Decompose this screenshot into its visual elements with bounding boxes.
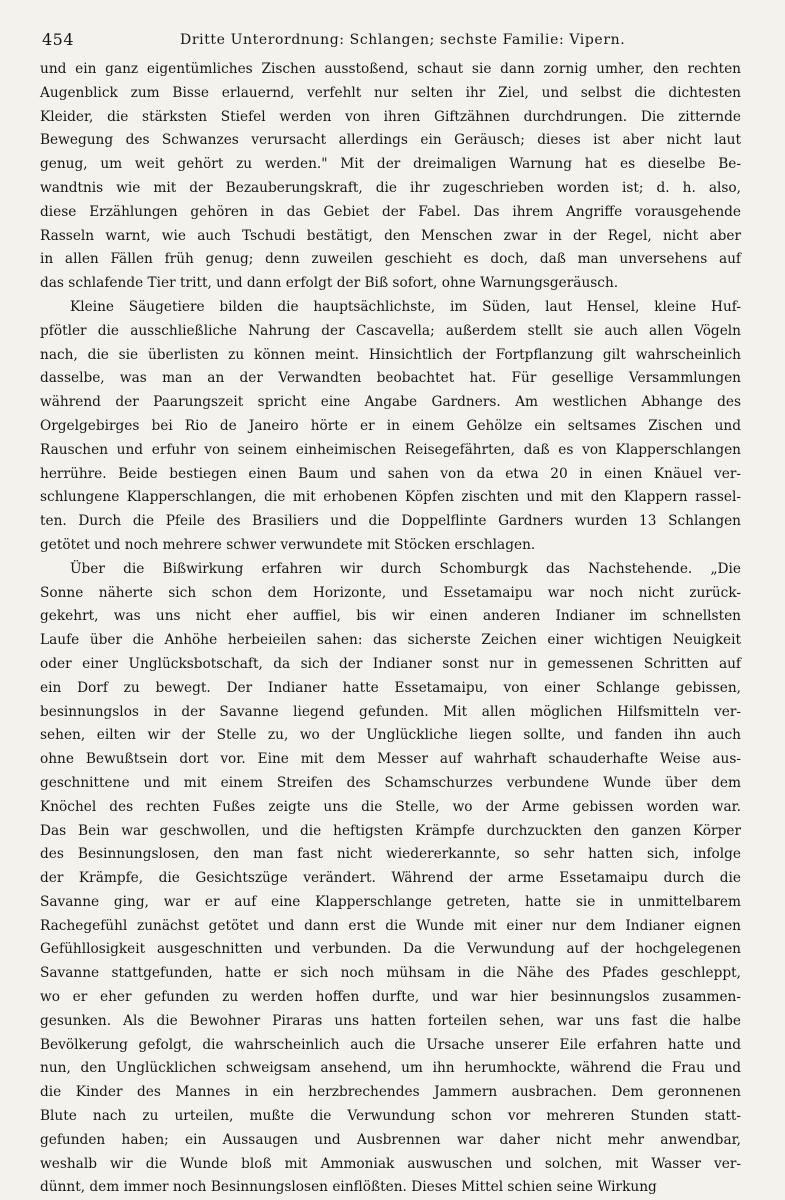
- text-line: des Besinnungslosen, den man fast nicht wiedererkannte, so sehr hatten sich, infolge: [40, 846, 741, 863]
- text-line: dünnt, dem immer noch Besinnungslosen einflößten. Dieses Mittel schien seine Wirkung: [40, 1179, 657, 1196]
- text-line: Knöchel des rechten Fußes zeigte uns die Stelle, wo der Arme gebissen worden war.: [40, 798, 741, 815]
- text-line: Augenblick zum Bisse erlauernd, verfehlt nur selten ihr Ziel, und selbst die dichtesten: [40, 84, 741, 101]
- text-line: gesunken. Als die Bewohner Piraras uns hatten forteilen sehen, war uns fast die halbe: [40, 1012, 741, 1029]
- text-line: nach, die sie überlisten zu können meint. Hinsichtlich der Fortpflanzung gilt wahrscheinlich: [40, 346, 741, 363]
- text-line: getötet und noch mehrere schwer verwundete mit Stöcken erschlagen.: [40, 536, 536, 553]
- text-line: Rasseln warnt, wie auch Tschudi bestätigt, den Menschen zwar in der Regel, nicht aber: [40, 227, 741, 244]
- text-line: diese Erzählungen gehören in das Gebiet der Fabel. Das ihrem Angriffe vorausgehende: [40, 203, 741, 220]
- text-line: und ein ganz eigentümliches Zischen ausstoßend, schaut sie dann zornig umher, den rechten: [40, 61, 741, 77]
- text-line: gekehrt, was uns nicht eher auffiel, bis wir einen anderen Indianer im schnellsten: [40, 608, 741, 625]
- text-line: gefunden haben; ein Aussaugen und Ausbrennen war daher nicht mehr anwendbar,: [40, 1131, 741, 1148]
- text-line: der Krämpfe, die Gesichtszüge verändert. Während der arme Essetamaipu durch die: [40, 870, 741, 887]
- running-head: Dritte Unterordnung: Schlangen; sechste Familie: Vipern.: [180, 32, 626, 48]
- text-line: Das Bein war geschwollen, und die heftigsten Krämpfe durchzuckten den ganzen Körper: [40, 822, 741, 839]
- text-line: Bevölkerung gefolgt, die wahrscheinlich auch die Ursache unserer Eile erfahren hatte und: [40, 1036, 741, 1053]
- text-line: Savanne ging, war er auf eine Klapperschlange getreten, hatte sie in unmittelbarem: [40, 893, 741, 910]
- text-line: wandtnis wie mit der Bezauberungskraft, die ihr zugeschrieben worden ist; d. h. also,: [40, 179, 741, 196]
- text-line: Kleine Säugetiere bilden die hauptsächlichste, im Süden, laut Hensel, kleine Huf-: [70, 298, 741, 315]
- text-line: sehen, eilten wir der Stelle zu, wo der Unglückliche liegen sollte, und fanden ihn auch: [40, 727, 741, 744]
- paragraph: [40, 296, 741, 558]
- text-line: in allen Fällen früh genug; denn zuweilen geschieht es doch, daß man unversehens auf: [40, 251, 741, 268]
- text-line: Kleider, die stärksten Stiefel werden von ihren Giftzähnen durchdrungen. Die zitternde: [40, 108, 741, 125]
- page-header: [40, 22, 740, 52]
- text-line: besinnungslos in der Savanne liegend gefunden. Mit allen möglichen Hilfsmitteln ver-: [40, 703, 741, 720]
- text-line: Laufe über die Anhöhe herbeieilen sahen: das sicherste Zeichen einer wichtigen Neuigkeit: [40, 632, 741, 649]
- text-line: Gefühllosigkeit ausgeschnitten und verbunden. Da die Verwundung auf der hochgelegenen: [40, 941, 741, 958]
- text-line: oder einer Unglücksbotschaft, da sich der Indianer sonst nur in gemessenen Schritten auf: [40, 655, 741, 672]
- text-line: Orgelgebirges bei Rio de Janeiro hörte er in einem Gehölze ein seltsames Zischen und: [40, 417, 741, 434]
- text-line: genug, um weit gehört zu werden." Mit der dreimaligen Warnung hat es dieselbe Be-: [40, 156, 741, 173]
- text-line: schlungene Klapperschlangen, die mit erhobenen Köpfen zischten und mit den Klappern rassel-: [40, 489, 741, 506]
- text-line: ten. Durch die Pfeile des Brasiliers und die Doppelflinte Gardners wurden 13 Schlangen: [40, 513, 741, 530]
- text-line: Rachegefühl zunächst getötet und dann erst die Wunde mit einer nur dem Indianer eignen: [40, 917, 741, 934]
- text-line: wo er eher gefunden zu werden hoffen durfte, und war hier besinnungslos zusammen-: [40, 989, 741, 1006]
- text-line: ein Dorf zu bewegt. Der Indianer hatte Essetamaipu, von einer Schlange gebissen,: [40, 679, 741, 696]
- text-line: Rauschen und erfuhr von seinem einheimischen Reisegefährten, daß es von Klapperschlangen: [40, 441, 741, 458]
- text-line: Sonne näherte sich schon dem Horizonte, und Essetamaipu war noch nicht zurück-: [40, 584, 741, 601]
- text-line: weshalb wir die Wunde bloß mit Ammoniak auswuschen und solchen, mit Wasser ver-: [40, 1155, 741, 1172]
- text-line: während der Paarungszeit spricht eine Angabe Gardners. Am westlichen Abhange des: [40, 394, 741, 411]
- text-line: herrühre. Beide bestiegen einen Baum und sahen von da etwa 20 in einen Knäuel ver-: [40, 465, 741, 482]
- text-line: das schlafende Tier tritt, und dann erfolgt der Biß sofort, ohne Warnungsgeräusch.: [40, 275, 619, 292]
- text-line: ohne Bewußtsein dort vor. Eine mit dem Messer auf wahrhaft schauderhafte Weise aus-: [40, 751, 741, 768]
- text-line: Blute nach zu urteilen, mußte die Verwundung schon vor mehreren Stunden statt-: [40, 1108, 741, 1125]
- text-line: pfötler die ausschließliche Nahrung der Cascavella; außerdem stellt sie auch allen Vögeln: [40, 322, 741, 339]
- page-number: 454: [42, 30, 75, 49]
- paragraph: [40, 558, 741, 1200]
- body-text: [40, 58, 741, 1200]
- text-line: Bewegung des Schwanzes verursacht allerdings ein Geräusch; dieses ist aber nicht laut: [40, 132, 741, 149]
- text-line: geschnittene und mit einem Streifen des Schamschurzes verbundene Wunde über dem: [40, 774, 741, 791]
- paragraph: [40, 58, 741, 296]
- text-line: die Kinder des Mannes in ein herzbrechendes Jammern ausbrachen. Dem geronnenen: [40, 1084, 741, 1101]
- text-line: nun, den Unglücklichen schweigsam ansehend, um ihn herumhockte, während die Frau und: [40, 1060, 741, 1077]
- text-line: dasselbe, was man an der Verwandten beobachtet hat. Für gesellige Versammlungen: [40, 370, 741, 387]
- text-line: Savanne stattgefunden, hatte er sich noch mühsam in die Nähe des Pfades geschleppt,: [40, 965, 741, 982]
- text-line: Über die Bißwirkung erfahren wir durch Schomburgk das Nachstehende. „Die: [70, 560, 741, 577]
